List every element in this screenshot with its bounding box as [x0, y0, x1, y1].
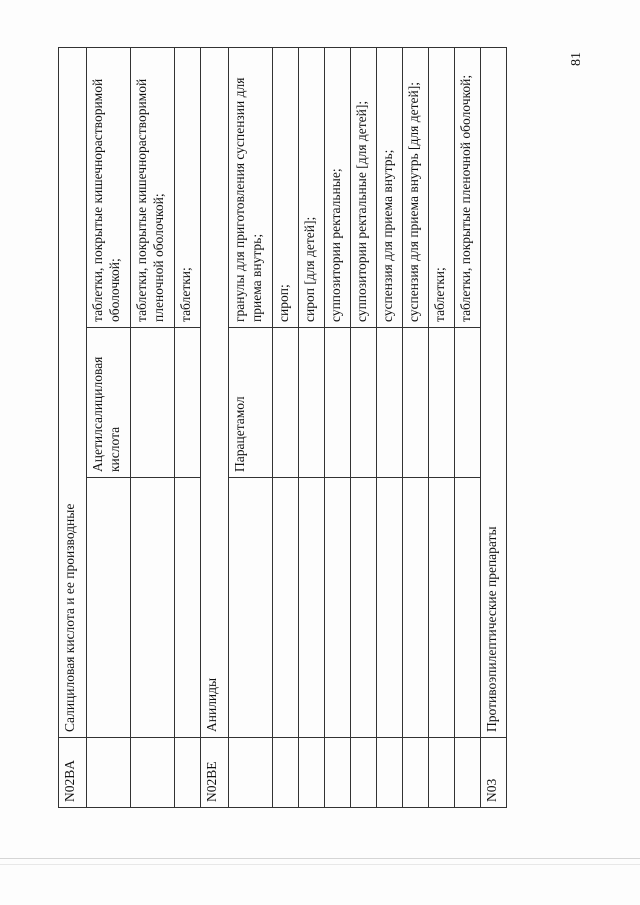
table-row: [59, 48, 87, 808]
drug-name: [299, 328, 325, 478]
atc-code: [377, 738, 403, 808]
atc-code: [403, 738, 429, 808]
drug-table: [58, 47, 507, 808]
table-row: [455, 48, 481, 808]
table-row: [229, 48, 273, 808]
dosage-form: таблетки, покрытые кишечнорастворимой пленочной оболочкой;: [131, 48, 175, 328]
group-cell: [273, 478, 299, 738]
group-cell: [229, 478, 273, 738]
drug-name: Парацетамол: [229, 328, 273, 478]
atc-code: [325, 738, 351, 808]
group-name: Противоэпилептические препараты: [481, 48, 507, 738]
dosage-form: суспензия для приема внутрь;: [377, 48, 403, 328]
dosage-form: гранулы для приготовления суспензии для приема внутрь;: [229, 48, 273, 328]
table-row: [377, 48, 403, 808]
atc-code: [351, 738, 377, 808]
table-row: [403, 48, 429, 808]
atc-code: [131, 738, 175, 808]
dosage-form: суспензия для приема внутрь [для детей];: [403, 48, 429, 328]
drug-name: Ацетилсалициловая кислота: [87, 328, 131, 478]
group-cell: [377, 478, 403, 738]
group-name: Анилиды: [201, 48, 229, 738]
atc-code: [299, 738, 325, 808]
table-row: [325, 48, 351, 808]
group-cell: [403, 478, 429, 738]
drug-name: [351, 328, 377, 478]
dosage-form: таблетки, покрытые кишечнорастворимой оболочкой;: [87, 48, 131, 328]
drug-name: [273, 328, 299, 478]
group-cell: [351, 478, 377, 738]
drug-name: [455, 328, 481, 478]
group-cell: [455, 478, 481, 738]
atc-code: [229, 738, 273, 808]
group-cell: [429, 478, 455, 738]
dosage-form: сироп [для детей];: [299, 48, 325, 328]
dosage-form: суппозитории ректальные;: [325, 48, 351, 328]
dosage-form: таблетки;: [175, 48, 201, 328]
atc-code: [273, 738, 299, 808]
table-row: [273, 48, 299, 808]
group-cell: [87, 478, 131, 738]
atc-code: N02BE: [201, 738, 229, 808]
atc-code: [87, 738, 131, 808]
table-row: [175, 48, 201, 808]
drug-name: [403, 328, 429, 478]
dosage-form: сироп;: [273, 48, 299, 328]
page-number: 81: [569, 52, 584, 66]
rotated-table-frame: [58, 48, 543, 808]
table-row: [481, 48, 507, 808]
table-row: [87, 48, 131, 808]
dosage-form: таблетки;: [429, 48, 455, 328]
drug-name: [175, 328, 201, 478]
atc-code: [455, 738, 481, 808]
atc-code: N02BA: [59, 738, 87, 808]
dosage-form: суппозитории ректальные [для детей];: [351, 48, 377, 328]
scan-artifact-line: [0, 864, 640, 865]
table-row: [131, 48, 175, 808]
drug-name: [131, 328, 175, 478]
atc-code: [429, 738, 455, 808]
table-row: [201, 48, 229, 808]
table-row: [351, 48, 377, 808]
group-cell: [325, 478, 351, 738]
drug-name: [325, 328, 351, 478]
scan-artifact-line: [0, 858, 640, 859]
atc-code: [175, 738, 201, 808]
drug-name: [429, 328, 455, 478]
drug-name: [377, 328, 403, 478]
dosage-form: таблетки, покрытые пленочной оболочкой;: [455, 48, 481, 328]
table-row: [299, 48, 325, 808]
atc-code: N03: [481, 738, 507, 808]
group-name: Салициловая кислота и ее производные: [59, 48, 87, 738]
table-row: [429, 48, 455, 808]
group-cell: [299, 478, 325, 738]
group-cell: [175, 478, 201, 738]
group-cell: [131, 478, 175, 738]
